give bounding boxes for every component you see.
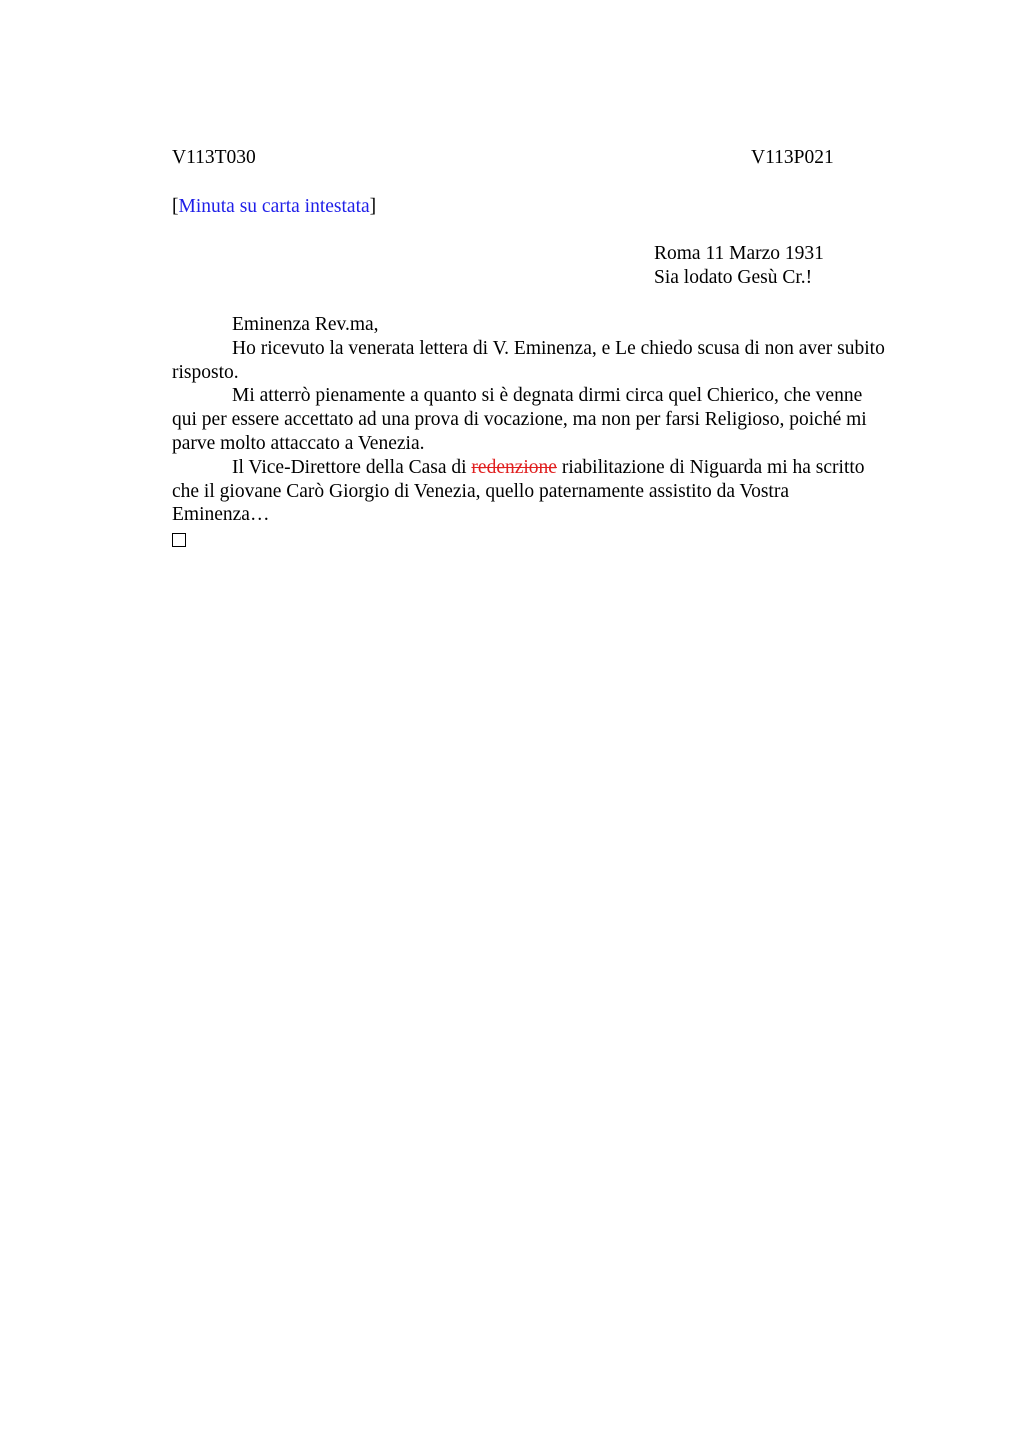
paragraph-1-line-1: Ho ricevuto la venerata lettera di V. Eminenza, e Le chiedo scusa di non aver subito	[232, 337, 885, 359]
document-code-left: V113T030	[172, 147, 256, 168]
paragraph-3-line-3: Eminenza…	[172, 504, 270, 526]
editorial-note	[172, 195, 376, 219]
greeting: Sia lodato Gesù Cr.!	[654, 266, 813, 288]
paragraph-3-line-2: che il giovane Carò Giorgio di Venezia, quello paternamente assistito da Vostra	[172, 480, 789, 502]
note-close-bracket: ]	[369, 196, 377, 217]
place-date: Roma 11 Marzo 1931	[654, 243, 824, 264]
paragraph-2-line-3: parve molto attaccato a Venezia.	[172, 432, 425, 454]
paragraph-3-text-after: riabilitazione di Niguarda mi ha scritto	[556, 456, 865, 478]
dateline-block	[654, 242, 824, 290]
salutation: Eminenza Rev.ma,	[232, 314, 379, 335]
note-open-bracket: [	[172, 196, 179, 217]
paragraph-3-line-1	[172, 456, 932, 480]
note-text: Minuta su carta intestata	[178, 196, 370, 217]
struck-word: redenzione	[471, 456, 557, 478]
paragraph-3-text-before: Il Vice-Direttore della Casa di	[232, 456, 472, 478]
end-box-icon	[172, 533, 186, 547]
end-marker	[172, 527, 932, 551]
paragraph-1-line-2: risposto.	[172, 361, 239, 383]
paragraph-2-line-2: qui per essere accettato ad una prova di vocazione, ma non per farsi Religioso, poiché mi	[172, 409, 867, 431]
paragraph-2-line-1: Mi atterrò pienamente a quanto si è degnata dirmi circa quel Chierico, che venne	[232, 385, 863, 407]
letter-body	[172, 313, 932, 551]
document-code-right: V113P021	[751, 147, 834, 168]
